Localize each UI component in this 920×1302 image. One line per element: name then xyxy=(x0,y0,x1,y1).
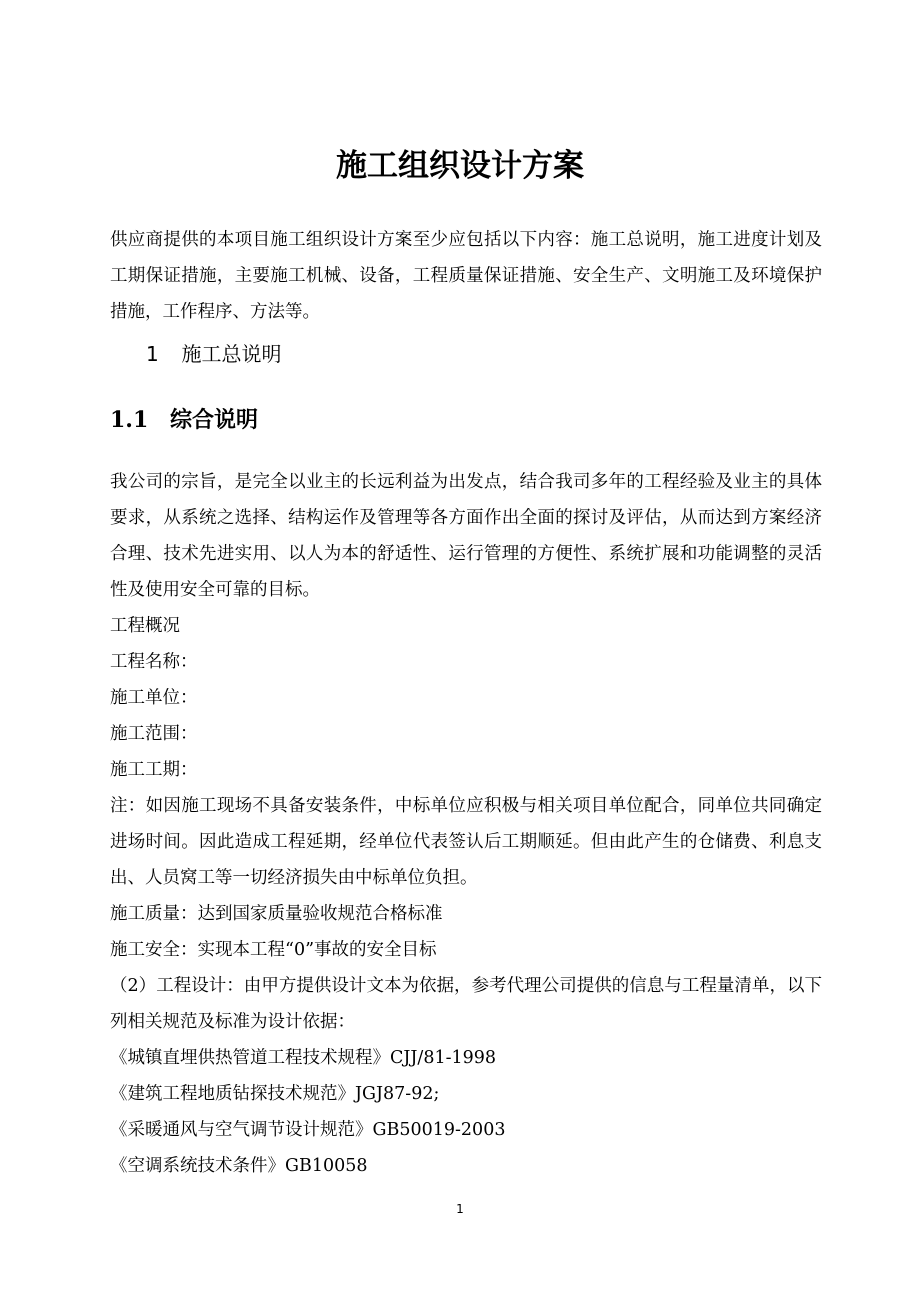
reference-item: 《建筑工程地质钻探技术规范》JGJ87-92; xyxy=(110,1084,440,1104)
reference-item: 《城镇直埋供热管道工程技术规程》CJJ/81-1998 xyxy=(110,1048,497,1068)
subsection-title: 综合说明 xyxy=(169,407,258,433)
construction-scope-field: 施工范围： xyxy=(110,724,198,744)
construction-unit-field: 施工单位： xyxy=(110,688,198,708)
engineering-design-paragraph: （2）工程设计：由甲方提供设计文本为依据，参考代理公司提供的信息与工程量清单，以下列相关规范及标准为设计依据： xyxy=(110,976,822,1032)
section-number: 1 xyxy=(146,342,159,366)
construction-safety-line: 施工安全：实现本工程“0”事故的安全目标 xyxy=(110,940,437,960)
reference-item: 《采暖通风与空气调节设计规范》GB50019-2003 xyxy=(110,1120,506,1140)
project-overview-label: 工程概况 xyxy=(110,616,180,636)
page-number: 1 xyxy=(456,1202,464,1216)
note-paragraph: 注：如因施工现场不具备安装条件，中标单位应积极与相关项目单位配合，同单位共同确定进场时间。因此造成工程延期，经单位代表签认后工期顺延。但由此产生的仓储费、利息支出、人员窝工等一切经济损失由中标单位负担。 xyxy=(110,796,822,888)
section-heading-1 xyxy=(146,336,281,372)
section-title: 施工总说明 xyxy=(181,342,282,366)
construction-period-field: 施工工期： xyxy=(110,760,198,780)
intro-paragraph: 供应商提供的本项目施工组织设计方案至少应包括以下内容：施工总说明，施工进度计划及工期保证措施，主要施工机械、设备，工程质量保证措施、安全生产、文明施工及环境保护措施，工作程序、方法等。 xyxy=(110,230,822,322)
subsection-number: 1.1 xyxy=(110,407,149,433)
reference-item: 《空调系统技术条件》GB10058 xyxy=(110,1156,368,1176)
company-purpose-paragraph: 我公司的宗旨，是完全以业主的长远利益为出发点，结合我司多年的工程经验及业主的具体要求，从系统之选择、结构运作及管理等各方面作出全面的探讨及评估，从而达到方案经济合理、技术先进实用、以人为本的舒适性、运行管理的方便性、系统扩展和功能调整的灵活性及使用安全可靠的目标。 xyxy=(110,472,822,600)
construction-quality-line: 施工质量：达到国家质量验收规范合格标准 xyxy=(110,904,443,924)
project-name-field: 工程名称： xyxy=(110,652,198,672)
document-title: 施工组织设计方案 xyxy=(336,148,584,184)
section-heading-1-1 xyxy=(110,400,258,440)
body-content xyxy=(110,464,822,1184)
